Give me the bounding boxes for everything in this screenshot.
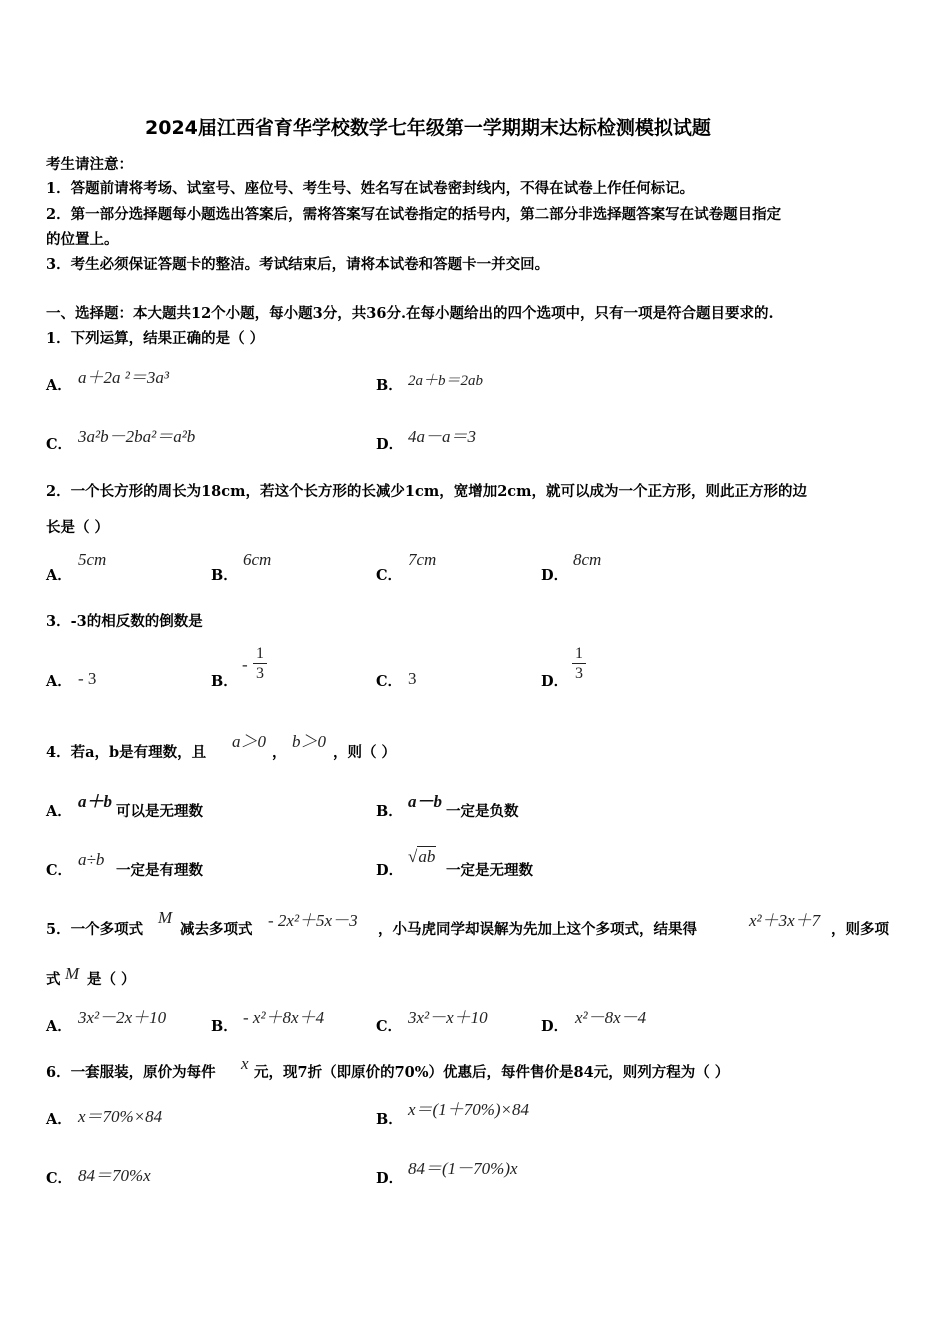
sqrt-radicand: ab — [418, 847, 436, 866]
q1-option-b[interactable]: 2a＋b＝2ab — [408, 373, 484, 389]
q2-stem-cont: 长是（ ） — [46, 519, 110, 536]
q5-option-a[interactable]: 3x²－2x＋10 — [78, 1008, 167, 1027]
q2-label-b: B． — [211, 567, 238, 584]
notice-item-3: 3．考生必须保证答题卡的整洁。考试结束后，请将本试卷和答题卡一并交回。 — [46, 256, 550, 273]
sqrt-icon: √ — [408, 847, 418, 866]
q4-option-d-text[interactable]: 一定是无理数 — [446, 862, 533, 879]
q1-option-a[interactable]: a＋2a ²＝3a³ — [78, 368, 169, 387]
q4-option-b-text[interactable]: 一定是负数 — [446, 803, 519, 820]
q6-stem-end: 元，现7折（即原价的70%）优惠后，每件售价是84元，则列方程为（ ） — [254, 1064, 730, 1081]
q6-stem: 6．一套服装，原价为每件 — [46, 1064, 216, 1081]
q2-stem: 2．一个长方形的周长为18cm，若这个长方形的长减少1cm，宽增加2cm，就可以成为一个正方形，则此正方形的边 — [46, 483, 807, 500]
q5-label-a: A． — [46, 1018, 72, 1035]
q2-option-a[interactable]: 5cm — [78, 550, 107, 569]
q2-label-d: D． — [541, 567, 569, 584]
q1-option-d[interactable]: 4a－a＝3 — [408, 427, 476, 446]
q6-var-x: x — [241, 1054, 249, 1073]
q5-stem-end: ，则多项 — [831, 921, 889, 938]
q3-option-a[interactable]: - 3 — [78, 669, 97, 688]
q5-stem-cont: 式 — [46, 971, 61, 988]
q4-label-c: C． — [46, 862, 73, 879]
q1-label-c: C． — [46, 436, 73, 453]
fraction-denominator: 3 — [256, 665, 264, 682]
q3-option-b-fraction[interactable] — [253, 645, 267, 682]
q6-label-a: A． — [46, 1111, 72, 1128]
q3-option-b-sign: - — [242, 655, 248, 674]
q4-stem: 4．若a，b是有理数，且 — [46, 744, 207, 761]
q3-label-a: A． — [46, 673, 72, 690]
q5-stem-mid: 减去多项式 — [180, 921, 253, 938]
q6-label-c: C． — [46, 1170, 73, 1187]
q2-option-d[interactable]: 8cm — [573, 550, 602, 569]
page-title: 2024届江西省育华学校数学七年级第一学期期末达标检测模拟试题 — [145, 117, 711, 139]
q4-label-b: B． — [376, 803, 403, 820]
q4-option-d-expr[interactable] — [408, 847, 436, 867]
q2-option-b[interactable]: 6cm — [243, 550, 272, 569]
q5-stem: 5．一个多项式 — [46, 921, 144, 938]
notice-item-1: 1．答题前请将考场、试室号、座位号、考生号、姓名写在试卷密封线内，不得在试卷上作任何标记。 — [46, 180, 695, 197]
q3-option-d-fraction[interactable] — [572, 645, 586, 682]
q4-option-b-expr[interactable]: a－b — [408, 792, 442, 811]
fraction-bar — [253, 663, 267, 664]
q5-option-b[interactable]: - x²＋8x＋4 — [243, 1008, 325, 1027]
q4-option-a-text[interactable]: 可以是无理数 — [116, 803, 203, 820]
q4-comma: ， — [272, 744, 287, 761]
q4-option-c-text[interactable]: 一定是有理数 — [116, 862, 203, 879]
q5-option-d[interactable]: x²－8x－4 — [575, 1008, 647, 1027]
fraction-numerator: 1 — [256, 645, 264, 662]
q4-stem-end: ，则（ ） — [333, 744, 397, 761]
q2-label-c: C． — [376, 567, 403, 584]
q6-label-d: D． — [376, 1170, 404, 1187]
q2-option-c[interactable]: 7cm — [408, 550, 437, 569]
q5-option-c[interactable]: 3x²－x＋10 — [408, 1008, 488, 1027]
q5-poly-result: x²＋3x＋7 — [749, 911, 821, 930]
q4-label-a: A． — [46, 803, 72, 820]
q6-option-b[interactable]: x＝(1＋70%)×84 — [408, 1100, 530, 1119]
q1-label-b: B． — [376, 377, 403, 394]
q4-label-d: D． — [376, 862, 404, 879]
q6-option-c[interactable]: 84＝70%x — [78, 1166, 151, 1185]
q5-stem-cont-end: 是（ ） — [87, 971, 136, 988]
q6-option-d[interactable]: 84＝(1－70%)x — [408, 1159, 518, 1178]
q5-label-b: B． — [211, 1018, 238, 1035]
q3-label-b: B． — [211, 673, 238, 690]
q3-stem: 3．-3的相反数的倒数是 — [46, 613, 203, 630]
q5-var-m: M — [158, 908, 173, 927]
q1-option-c[interactable]: 3a²b－2ba²＝a²b — [78, 427, 196, 446]
q3-label-d: D． — [541, 673, 569, 690]
q6-label-b: B． — [376, 1111, 403, 1128]
q5-label-d: D． — [541, 1018, 569, 1035]
section-heading: 一、选择题：本大题共12个小题，每小题3分，共36分.在每小题给出的四个选项中，只有一项是符合题目要求的. — [46, 305, 774, 322]
q3-option-c[interactable]: 3 — [408, 669, 417, 688]
q1-stem: 1．下列运算，结果正确的是（ ） — [46, 330, 265, 347]
q5-stem-mid-2: ，小马虎同学却误解为先加上这个多项式，结果得 — [378, 921, 697, 938]
q5-label-c: C． — [376, 1018, 403, 1035]
q4-option-c-expr[interactable]: a÷b — [78, 850, 105, 869]
q1-label-a: A． — [46, 377, 72, 394]
q6-option-a[interactable]: x＝70%×84 — [78, 1107, 163, 1126]
notice-item-2-cont: 的位置上。 — [46, 231, 119, 248]
q4-condition-b: b＞0 — [292, 732, 326, 751]
fraction-denominator: 3 — [575, 665, 583, 682]
notice-item-2: 2．第一部分选择题每小题选出答案后，需将答案写在试卷指定的括号内，第二部分非选择题答案写在试卷题目指定 — [46, 206, 782, 223]
q1-label-d: D． — [376, 436, 404, 453]
q5-poly-subtract: - 2x²＋5x－3 — [268, 911, 358, 930]
q3-label-c: C． — [376, 673, 403, 690]
fraction-numerator: 1 — [575, 645, 583, 662]
q2-label-a: A． — [46, 567, 72, 584]
q4-condition-a: a＞0 — [232, 732, 266, 751]
fraction-bar — [572, 663, 586, 664]
notice-heading: 考生请注意： — [46, 156, 133, 173]
q5-var-m-2: M — [65, 964, 80, 983]
q4-option-a-expr[interactable]: a＋b — [78, 792, 112, 811]
